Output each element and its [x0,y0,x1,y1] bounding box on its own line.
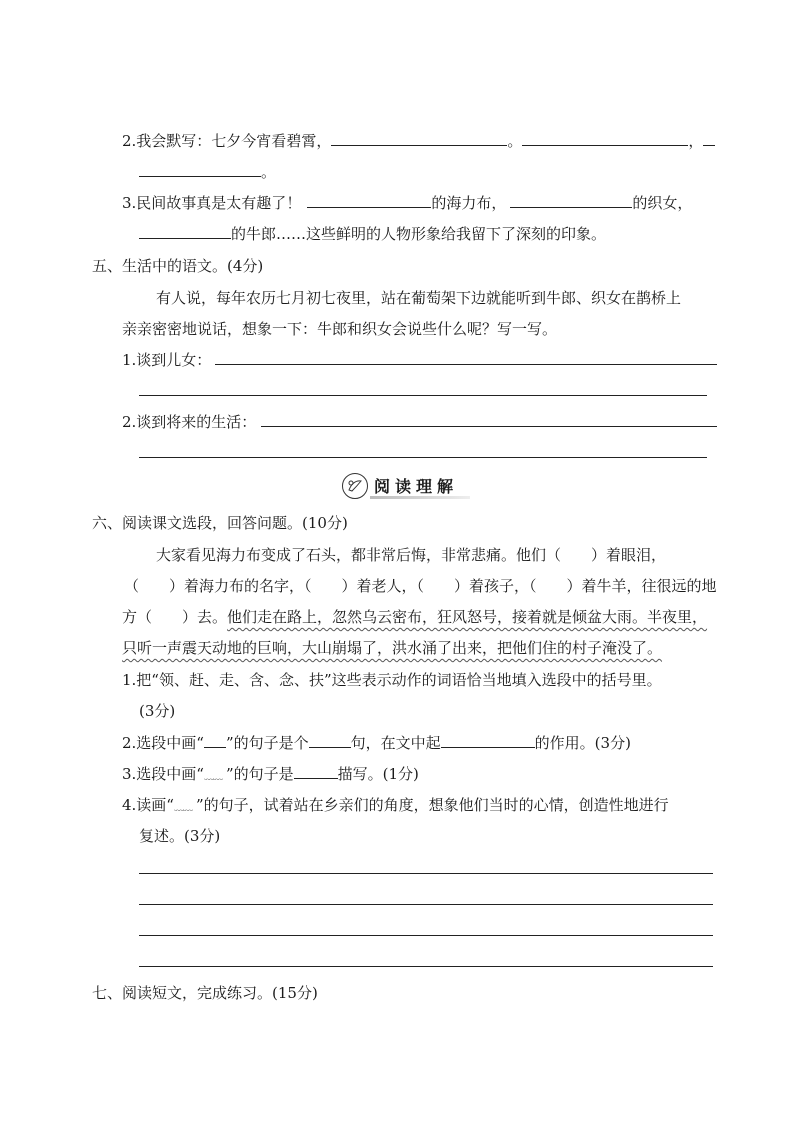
q6-passage-line2: （ ）着海力布的名字，（ ）着老人，（ ）着孩子，（ ）着牛羊，往很远的地 [124,577,717,595]
text: 3.选段中画“ [122,765,204,783]
text: ”的句子是个 [225,734,309,752]
writing-line[interactable] [215,364,717,365]
punct: 。 [507,132,523,150]
answer-blank[interactable] [294,764,338,779]
q5-heading: 五、生活中的语文。(4分) [92,257,264,275]
answer-blank[interactable] [510,193,632,208]
q4-item3 [122,193,692,213]
answer-blank[interactable] [703,131,715,146]
q4-item3-cont [139,224,606,244]
section-badge [340,471,470,501]
q6-sub2 [122,733,631,753]
q5-paragraph-line1: 有人说，每年农历七月初七夜里，站在葡萄架下边就能听到牛郎、织女在鹊桥上 [156,289,682,307]
q6-passage-line1: 大家看见海力布变成了石头，都非常后悔，非常悲痛。他们（ ）着眼泪， [156,546,667,564]
wavy-underlined-sentence: 他们走在路上，忽然乌云密布，狂风怒号，接着就是倾盆大雨。半夜里， [227,608,708,626]
q4-item2-cont [139,162,276,182]
q5-item2-label: 2.谈到将来的生活： [122,413,257,431]
q6-sub1-line2: (3分) [139,702,176,720]
q6-sub1-line1: 1.把“领、赶、走、含、念、扶”这些表示动作的词语恰当地填入选段中的括号里。 [122,671,662,689]
text: 句，在文中起 [350,734,441,752]
answer-blank[interactable] [307,193,431,208]
writing-line[interactable] [139,395,707,396]
text: 的织女， [632,194,693,212]
punct: ， [688,132,704,150]
answer-blank[interactable] [331,131,507,146]
writing-line[interactable] [261,426,717,427]
q5-paragraph-line2: 亲亲密密地说话，想象一下：牛郎和织女会说些什么呢？写一写。 [122,320,558,338]
text: ”的句子，试着站在乡亲们的角度，想象他们当时的心情，创造性地进行 [195,796,669,814]
q7-heading: 七、阅读短文，完成练习。(15分) [92,984,318,1002]
q4-item2 [122,131,715,151]
q6-sub4-line2: 复述。(3分) [139,827,221,845]
text: 4.读画“ [122,796,174,814]
text: 方（ ）去。 [122,608,228,626]
answer-blank[interactable] [522,131,688,146]
q5-item1-label: 1.谈到儿女： [122,351,212,369]
q6-heading: 六、阅读课文选段，回答问题。(10分) [92,514,348,532]
q6-passage-line3 [122,607,707,627]
answer-blank[interactable] [139,224,231,239]
q6-sub4-line1 [122,795,669,818]
badge-underline [370,496,470,499]
wavy-line-marker: ﹏﹏ [203,771,222,782]
answer-blank[interactable] [139,162,261,177]
answer-blank[interactable] [309,733,351,748]
straight-line-marker [204,735,226,748]
writing-line[interactable] [139,457,707,458]
text: 的海力布， [431,194,507,212]
section-title: 阅读理解 [374,477,459,496]
text: 的牛郎……这些鲜明的人物形象给我留下了深刻的印象。 [231,225,607,243]
q4-item3-label: 3.民间故事真是太有趣了！ [122,194,302,212]
q6-passage-line4 [122,638,662,658]
q6-sub3 [122,764,419,787]
answer-blank[interactable] [441,733,535,748]
text: ”的句子是 [225,765,294,783]
text: 的作用。(3分) [534,734,631,752]
writing-line[interactable] [139,966,713,967]
punct: 。 [261,163,277,181]
q4-item2-label: 2.我会默写：七夕今宵看碧霄， [122,132,332,150]
reading-emblem-icon [342,473,368,499]
writing-line[interactable] [139,935,713,936]
wavy-line-marker: ﹏﹏ [173,802,192,813]
text: 描写。(1分) [337,765,419,783]
writing-line[interactable] [139,904,713,905]
wavy-underlined-sentence: 只听一声震天动地的巨响，大山崩塌了，洪水涌了出来，把他们住的村子淹没了。 [122,639,663,657]
writing-line[interactable] [139,873,713,874]
text: 2.选段中画“ [122,734,204,752]
